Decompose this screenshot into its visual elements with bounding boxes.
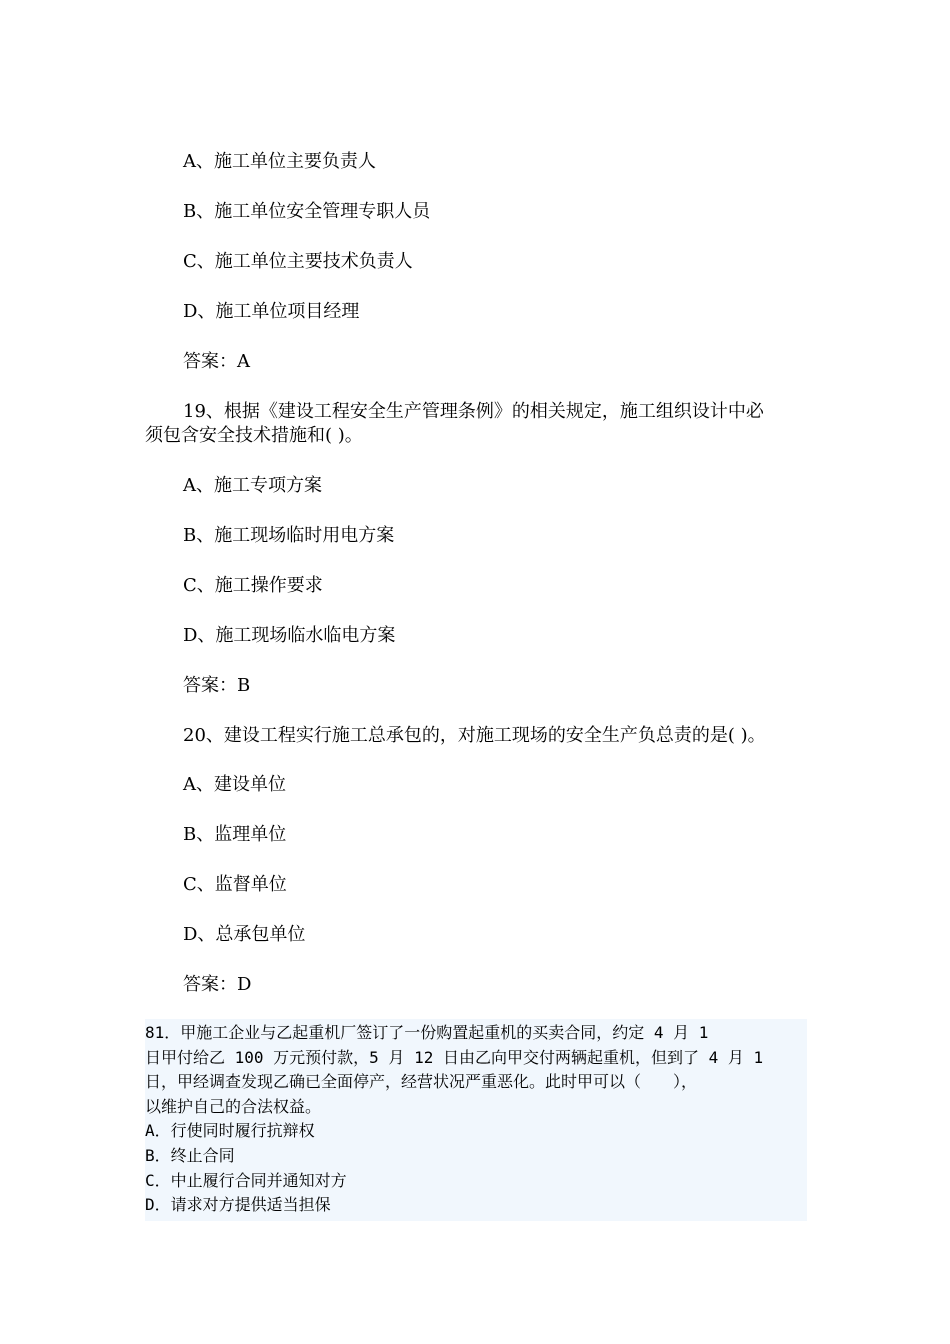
q81-question-line2: 日甲付给乙 100 万元预付款，5 月 12 日由乙向甲交付两辆起重机，但到了 4 月 1 [145,1047,764,1067]
q19-answer: 答案：B [183,675,251,696]
q20-answer: 答案：D [183,974,252,995]
q19-option-a: A、施工专项方案 [183,475,322,496]
q20-question: 20、建设工程实行施工总承包的，对施工现场的安全生产负总责的是( )。 [183,725,766,746]
q18-option-b: B、施工单位安全管理专职人员 [183,201,431,222]
q19-question [145,400,807,448]
q81-option-b: B．终止合同 [145,1145,235,1165]
q20-option-d: D、总承包单位 [183,924,306,945]
q20-option-c: C、监督单位 [183,874,287,895]
q81-question-line4: 以维护自己的合法权益。 [145,1096,322,1116]
q18-answer: 答案：A [183,351,250,372]
q81-option-a: A．行使同时履行抗辩权 [145,1121,315,1141]
q19-option-b: B、施工现场临时用电方案 [183,525,395,546]
q19-option-c: C、施工操作要求 [183,575,323,596]
q19-question-line2: 须包含安全技术措施和( )。 [145,425,363,446]
q18-option-a: A、施工单位主要负责人 [183,151,376,172]
q20-option-b: B、监理单位 [183,824,287,845]
q19-option-d: D、施工现场临水临电方案 [183,625,396,646]
q81-question-line1: 81．甲施工企业与乙起重机厂签订了一份购置起重机的买卖合同，约定 4 月 1 [145,1023,709,1042]
q81-option-c: C．中止履行合同并通知对方 [145,1170,347,1190]
q81-highlight-block [145,1019,807,1221]
q18-option-c: C、施工单位主要技术负责人 [183,251,413,272]
q20-option-a: A、建设单位 [183,774,286,795]
q81-question-line3: 日，甲经调查发现乙确已全面停产，经营状况严重恶化。此时甲可以（ ）， [145,1072,698,1092]
q18-option-d: D、施工单位项目经理 [183,301,360,322]
q81-option-d: D．请求对方提供适当担保 [145,1195,331,1215]
q19-question-line1: 19、根据《建设工程安全生产管理条例》的相关规定，施工组织设计中必 [183,401,764,422]
